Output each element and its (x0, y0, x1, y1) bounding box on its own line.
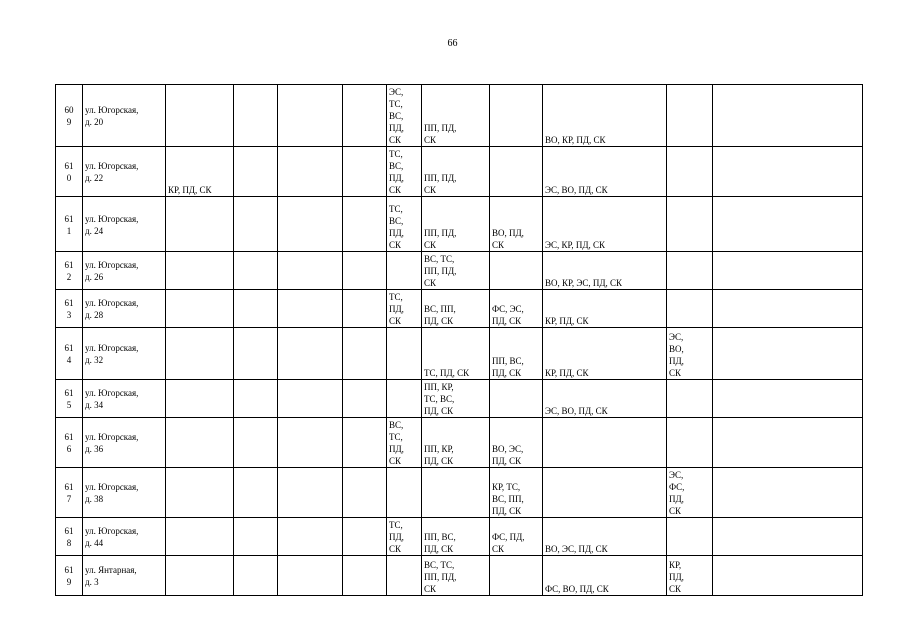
table-cell (667, 85, 713, 147)
table-cell: ФС, ПД, СК (490, 518, 543, 556)
table-cell (387, 252, 422, 290)
table-cell: КР, ТС, ВС, ПП, ПД, СК (490, 468, 543, 518)
table-cell (713, 328, 863, 380)
table-cell (667, 418, 713, 468)
table-cell (387, 380, 422, 418)
table-cell: ВО, ЭС, ПД, СК (543, 518, 667, 556)
table-cell: ТС, ПД, СК (387, 518, 422, 556)
table-cell: ЭС, ВО, ПД, СК (543, 380, 667, 418)
table-cell (166, 418, 234, 468)
table-cell (166, 197, 234, 252)
table-cell: ТС, ПД, СК (422, 328, 490, 380)
table-cell (234, 252, 278, 290)
address-cell: ул. Югорская, д. 38 (83, 468, 166, 518)
table-cell (543, 418, 667, 468)
address-cell: ул. Югорская, д. 34 (83, 380, 166, 418)
table-cell (234, 197, 278, 252)
table-cell (343, 290, 387, 328)
table-cell: ВС, ТС, ПД, СК (387, 418, 422, 468)
table-cell: ЭС, ВО, ПД, СК (667, 328, 713, 380)
table-row (56, 556, 863, 596)
table-cell: ВО, ПД, СК (490, 197, 543, 252)
table-cell: ПП, ПД, СК (422, 197, 490, 252)
table-cell (343, 252, 387, 290)
row-number-cell: 61 4 (56, 328, 83, 380)
table-cell (234, 518, 278, 556)
table-cell: ПП, КР, ПД, СК (422, 418, 490, 468)
address-cell: ул. Югорская, д. 20 (83, 85, 166, 147)
table-cell (278, 468, 343, 518)
table-cell (343, 468, 387, 518)
table-cell (234, 556, 278, 596)
table-cell (387, 328, 422, 380)
table-row (56, 418, 863, 468)
address-cell: ул. Янтарная, д. 3 (83, 556, 166, 596)
table-cell (713, 518, 863, 556)
table-cell: КР, ПД, СК (667, 556, 713, 596)
table-cell (234, 468, 278, 518)
table-cell (713, 418, 863, 468)
table-cell (667, 518, 713, 556)
table-cell (387, 468, 422, 518)
table-cell (234, 85, 278, 147)
table-cell (713, 147, 863, 197)
table-cell (234, 147, 278, 197)
address-cell: ул. Югорская, д. 22 (83, 147, 166, 197)
table-cell (166, 518, 234, 556)
table-cell (490, 85, 543, 147)
table-cell (166, 328, 234, 380)
table-cell (343, 147, 387, 197)
table-cell (713, 252, 863, 290)
address-cell: ул. Югорская, д. 24 (83, 197, 166, 252)
table-cell (713, 197, 863, 252)
table-row (56, 85, 863, 147)
table-cell (343, 197, 387, 252)
table-cell: ПП, КР, ТС, ВС, ПД, СК (422, 380, 490, 418)
table-cell (278, 290, 343, 328)
table-cell (278, 418, 343, 468)
table-cell (343, 556, 387, 596)
table-cell (490, 147, 543, 197)
schedule-table (55, 84, 863, 596)
row-number-cell: 61 8 (56, 518, 83, 556)
table-cell: ПП, ВС, ПД, СК (490, 328, 543, 380)
table-cell (490, 252, 543, 290)
address-cell: ул. Югорская, д. 28 (83, 290, 166, 328)
table-cell (667, 147, 713, 197)
table-row (56, 252, 863, 290)
table-cell: ФС, ВО, ПД, СК (543, 556, 667, 596)
table-cell (490, 380, 543, 418)
table-cell: ВО, КР, ЭС, ПД, СК (543, 252, 667, 290)
address-cell: ул. Югорская, д. 36 (83, 418, 166, 468)
table-cell (166, 85, 234, 147)
table-cell (166, 468, 234, 518)
table-cell: ВС, ТС, ПП, ПД, СК (422, 252, 490, 290)
table-cell (166, 380, 234, 418)
table-row (56, 328, 863, 380)
table-cell: КР, ПД, СК (166, 147, 234, 197)
table-cell (490, 556, 543, 596)
table-cell (234, 380, 278, 418)
table-cell (278, 252, 343, 290)
address-cell: ул. Югорская, д. 44 (83, 518, 166, 556)
table-cell: КР, ПД, СК (543, 290, 667, 328)
row-number-cell: 61 9 (56, 556, 83, 596)
table-cell (713, 85, 863, 147)
table-cell (166, 252, 234, 290)
table-cell: ТС, ВС, ПД, СК (387, 147, 422, 197)
table-cell: ФС, ЭС, ПД, СК (490, 290, 543, 328)
table-cell (278, 556, 343, 596)
table-cell (713, 556, 863, 596)
table-row (56, 290, 863, 328)
row-number-cell: 61 0 (56, 147, 83, 197)
row-number-cell: 61 6 (56, 418, 83, 468)
row-number-cell: 60 9 (56, 85, 83, 147)
address-cell: ул. Югорская, д. 26 (83, 252, 166, 290)
table-row (56, 518, 863, 556)
table-cell (422, 468, 490, 518)
table-cell: ПП, ПД, СК (422, 85, 490, 147)
table-cell: ВО, ЭС, ПД, СК (490, 418, 543, 468)
table-cell (343, 85, 387, 147)
table-cell: ЭС, КР, ПД, СК (543, 197, 667, 252)
table-cell (234, 290, 278, 328)
table-cell (713, 290, 863, 328)
table-cell (343, 518, 387, 556)
page-number: 66 (447, 38, 458, 49)
table-cell (166, 556, 234, 596)
row-number-cell: 61 5 (56, 380, 83, 418)
table-cell (667, 197, 713, 252)
table-cell (278, 85, 343, 147)
table-cell (234, 418, 278, 468)
table-cell (166, 290, 234, 328)
address-cell: ул. Югорская, д. 32 (83, 328, 166, 380)
table-cell (343, 328, 387, 380)
table-cell: ВО, КР, ПД, СК (543, 85, 667, 147)
table-cell: КР, ПД, СК (543, 328, 667, 380)
table-cell (667, 252, 713, 290)
table-cell (278, 147, 343, 197)
table-row (56, 147, 863, 197)
table-cell (234, 328, 278, 380)
table-cell (713, 380, 863, 418)
row-number-cell: 61 1 (56, 197, 83, 252)
table-cell: ПП, ПД, СК (422, 147, 490, 197)
row-number-cell: 61 3 (56, 290, 83, 328)
table-cell (278, 518, 343, 556)
row-number-cell: 61 7 (56, 468, 83, 518)
table-row (56, 380, 863, 418)
table-cell (667, 380, 713, 418)
table-cell (667, 290, 713, 328)
table-cell: ЭС, ФС, ПД, СК (667, 468, 713, 518)
table-cell (713, 468, 863, 518)
table-cell (343, 380, 387, 418)
table-cell (543, 468, 667, 518)
table-cell: ПП, ВС, ПД, СК (422, 518, 490, 556)
table-cell (278, 380, 343, 418)
row-number-cell: 61 2 (56, 252, 83, 290)
table-cell: ЭС, ТС, ВС, ПД, СК (387, 85, 422, 147)
table-cell (343, 418, 387, 468)
table-cell (387, 556, 422, 596)
table-cell: ТС, ВС, ПД, СК (387, 197, 422, 252)
table-row (56, 197, 863, 252)
table-cell: ЭС, ВО, ПД, СК (543, 147, 667, 197)
table-cell: ВС, ПП, ПД, СК (422, 290, 490, 328)
table-row (56, 468, 863, 518)
table-cell (278, 328, 343, 380)
table-cell (278, 197, 343, 252)
table-cell: ВС, ТС, ПП, ПД, СК (422, 556, 490, 596)
table-cell: ТС, ПД, СК (387, 290, 422, 328)
